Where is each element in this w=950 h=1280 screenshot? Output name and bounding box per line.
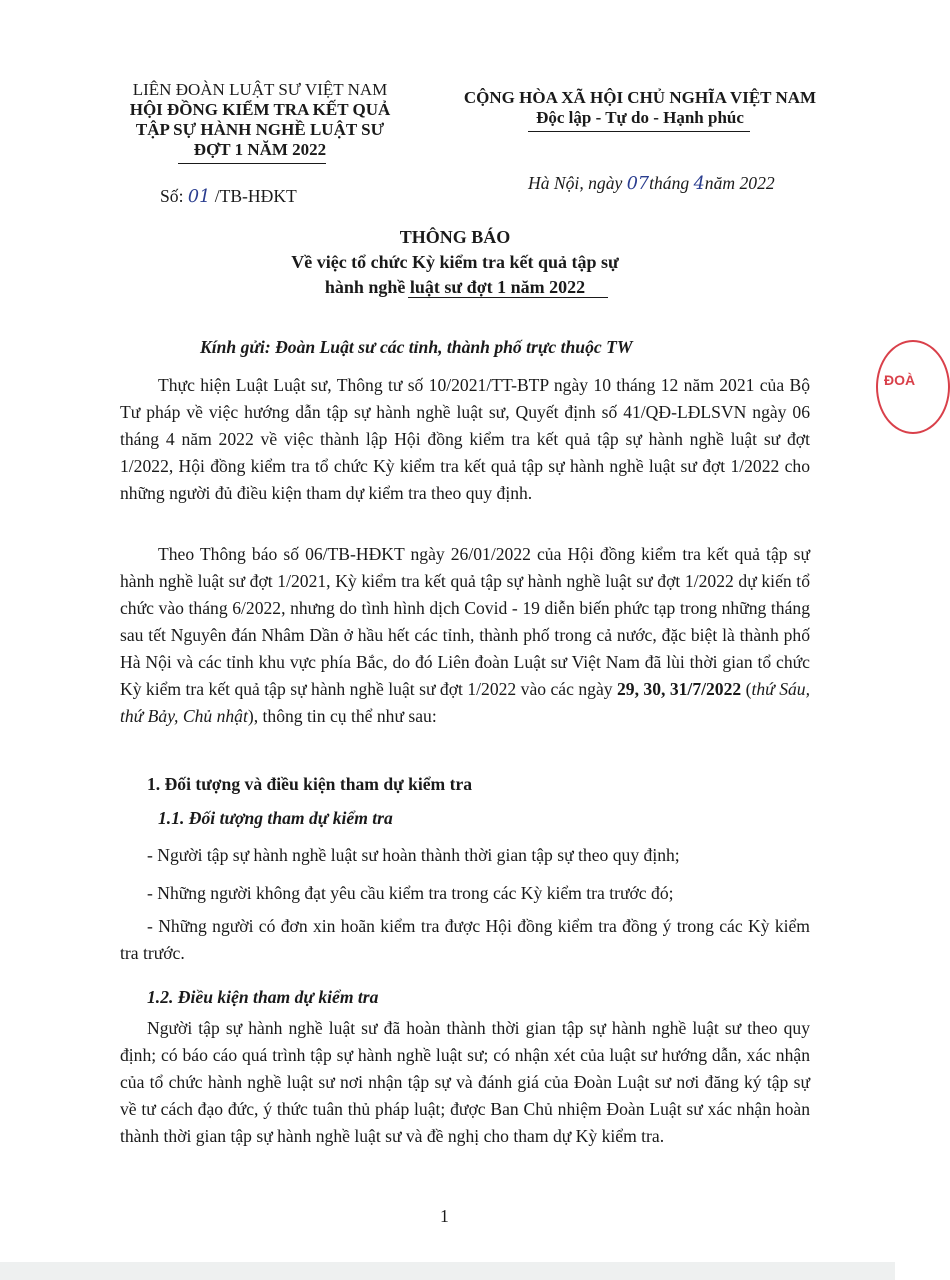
number-prefix: Số: [160,186,184,206]
date-text-b: tháng [649,173,694,193]
nation-motto: Độc lập - Tự do - Hạnh phúc [536,108,744,127]
issuer-line4: ĐỢT 1 NĂM 2022 [193,140,327,159]
official-stamp [876,340,950,434]
issuer-line3: TẬP SỰ HÀNH NGHỀ LUẬT SƯ [135,120,385,139]
bullet-item-wrapped [120,913,810,967]
paragraph-2 [120,541,810,730]
stamp-text: ĐOÀ [884,372,916,388]
paragraph-2-text-c: ), thông tin cụ thể như sau: [247,706,437,726]
motto-underline [528,131,750,132]
date-text-a: Hà Nội, ngày [528,173,627,193]
nation-block [430,88,850,128]
number-suffix: /TB-HĐKT [214,186,297,206]
paragraph-1-text: Thực hiện Luật Luật sư, Thông tư số 10/2021/TT-BTP ngày 10 tháng 12 năm 2021 của Bộ Tư pháp về việc hướng dẫn tập sự hành nghề luật sư, Quyết định số 41/QĐ-LĐLSVN ngày 06 tháng 4 năm 2022 về việc thành lập Hội đồng kiểm tra kết quả tập sự hành nghề luật sư đợt 1/2022, Hội đồng kiểm tra tổ chức Kỳ kiểm tra kết quả tập sự hành nghề luật sư đợt 1/2022 cho những người đủ điều kiện tham dự kiểm tra theo quy định. [120,375,810,503]
exam-weekdays: thứ Sáu, thứ Bảy, Chủ nhật [120,679,810,726]
issuer-line2: HỘI ĐỒNG KIỂM TRA KẾT QUẢ [129,100,391,119]
title-sub2: hành nghề luật sư đợt 1 năm 2022 [324,277,586,297]
date-day-handwritten: 07 [626,174,650,194]
title-underline [408,297,608,298]
document-title [110,225,800,300]
bullet-item: - Những người không đạt yêu cầu kiểm tra trong các Kỳ kiểm tra trước đó; [147,883,674,903]
title-sub1: Về việc tổ chức Kỳ kiểm tra kết quả tập sự [291,252,619,272]
issuer-line1: LIÊN ĐOÀN LUẬT SƯ VIỆT NAM [132,80,388,99]
number-handwritten: 01 [187,187,211,207]
paragraph-2-text-b: ( [741,679,752,699]
bullet-item-text: - Những người có đơn xin hoãn kiểm tra được Hội đồng kiểm tra đồng ý trong các Kỳ kiểm tra trước. [120,916,810,963]
exam-dates: 29, 30, 31/7/2022 [616,679,742,699]
document-number [160,186,297,207]
bullet-item: - Người tập sự hành nghề luật sư hoàn thành thời gian tập sự theo quy định; [147,845,680,865]
date-month-handwritten: 4 [693,174,705,194]
section-1-2-heading: 1.2. Điều kiện tham dự kiểm tra [147,987,379,1007]
section-1-heading: 1. Đối tượng và điều kiện tham dự kiểm tra [147,774,473,794]
page-number: 1 [440,1206,449,1226]
title-main: THÔNG BÁO [399,227,511,247]
paragraph-1 [120,372,810,507]
scan-bottom-edge [0,1262,895,1280]
paragraph-3-text: Người tập sự hành nghề luật sư đã hoàn thành thời gian tập sự hành nghề luật sư theo quy định; có báo cáo quá trình tập sự hành nghề luật sư; có nhận xét của luật sư hướng dẫn, xác nhận của tổ chức hành nghề luật sư nơi nhận tập sự và đánh giá của Đoàn Luật sư nơi đăng ký tập sự về tư cách đạo đức, ý thức tuân thủ pháp luật; được Ban Chủ nhiệm Đoàn Luật sư xác nhận hoàn thành thời gian tập sự hành nghề luật sư và đề nghị cho tham dự Kỳ kiểm tra. [120,1018,810,1146]
issuer-block [100,80,420,160]
nation-line1: CỘNG HÒA XÃ HỘI CHỦ NGHĨA VIỆT NAM [463,88,817,107]
section-1-1-heading: 1.1. Đối tượng tham dự kiểm tra [158,808,393,828]
paragraph-3 [120,1015,810,1150]
issue-date [528,173,775,194]
issuer-underline [178,163,326,164]
paragraph-2-text-a: Theo Thông báo số 06/TB-HĐKT ngày 26/01/2022 của Hội đồng kiểm tra kết quả tập sự hành nghề luật sư đợt 1/2021, Kỳ kiểm tra kết quả tập sự hành nghề luật sư đợt 1/2022 dự kiến tổ chức vào tháng 6/2022, nhưng do tình hình dịch Covid - 19 diễn biến phức tạp trong những tháng sau tết Nguyên đán Nhâm Dần ở hầu hết các tỉnh, thành phố trong cả nước, đặc biệt là thành phố Hà Nội và các tỉnh khu vực phía Bắc, do đó Liên đoàn Luật sư Việt Nam đã lùi thời gian tổ chức Kỳ kiểm tra kết quả tập sự hành nghề luật sư đợt 1/2022 vào các ngày [120,544,810,699]
date-text-c: năm 2022 [704,173,775,193]
recipient: Kính gửi: Đoàn Luật sư các tỉnh, thành phố trực thuộc TW [200,337,633,357]
